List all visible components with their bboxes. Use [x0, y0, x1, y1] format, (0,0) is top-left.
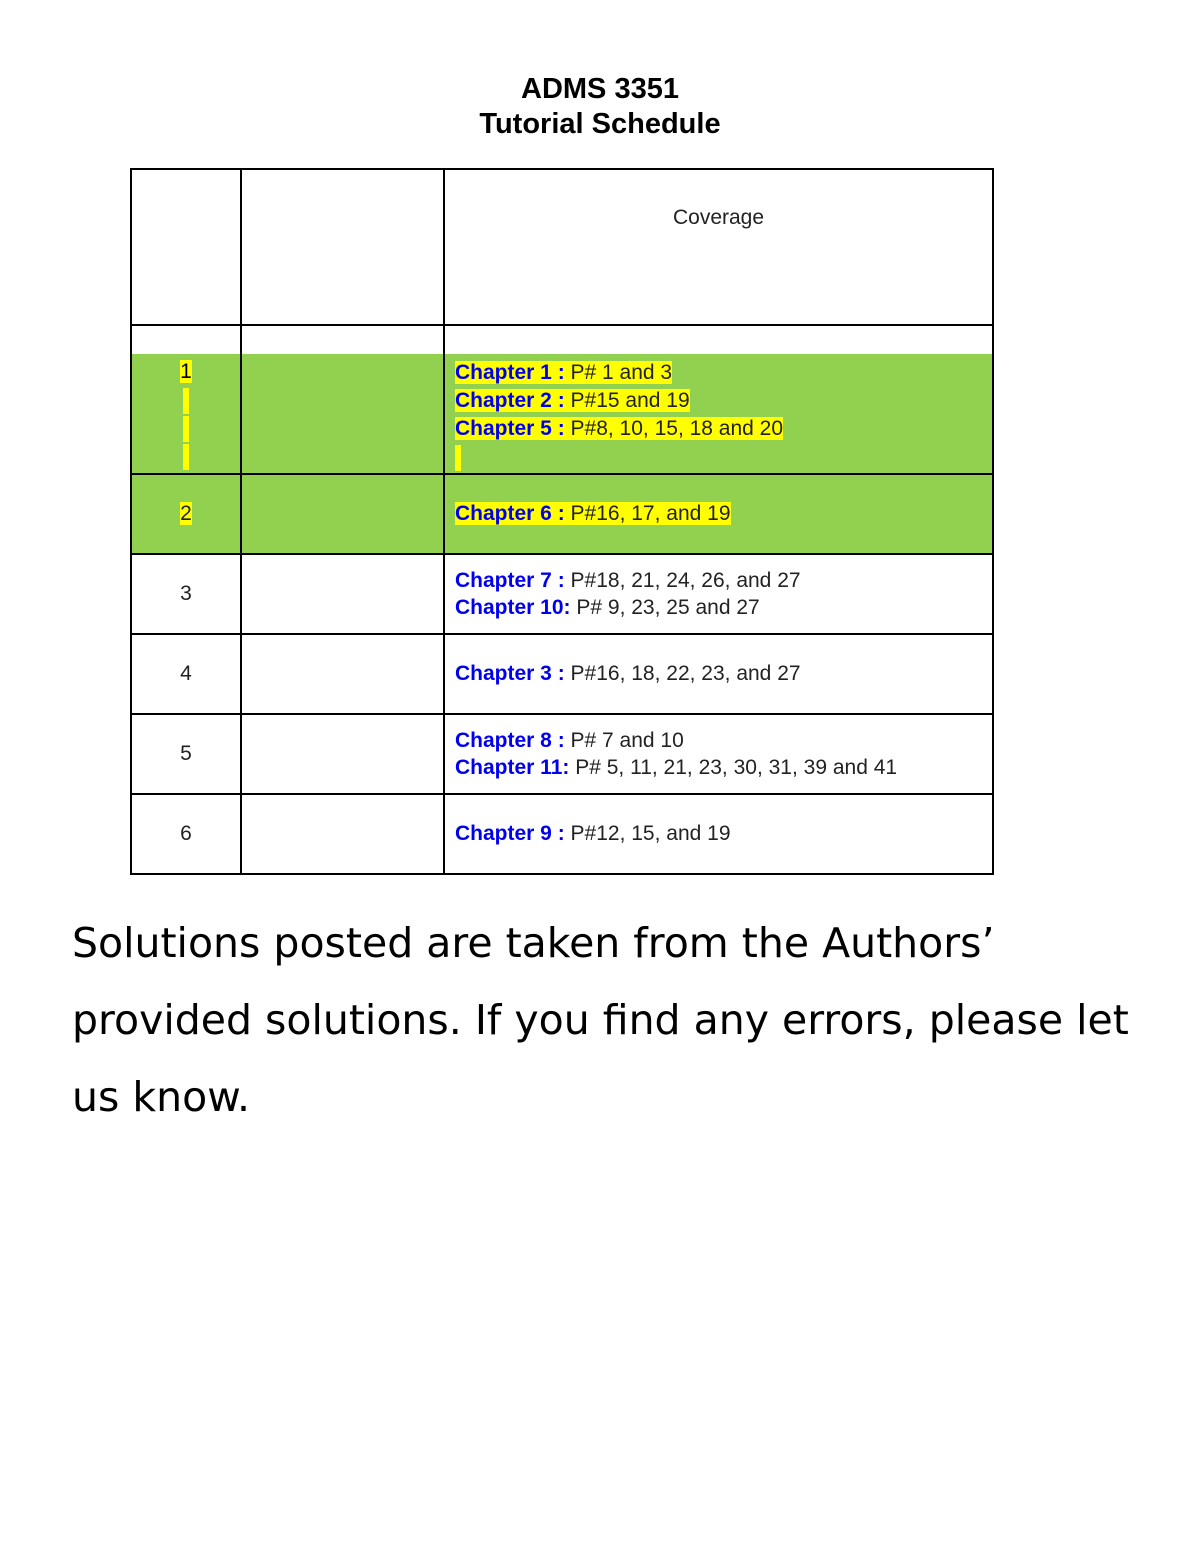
highlight-mark	[183, 444, 189, 470]
table-row	[131, 554, 993, 634]
coverage-item	[455, 387, 992, 415]
problem-list: P#8, 10, 15, 18 and 20	[564, 416, 784, 440]
coverage-item	[455, 727, 992, 754]
highlight-mark	[455, 445, 461, 471]
header-cell-coverage: Coverage	[444, 169, 993, 325]
coverage-cell	[444, 354, 993, 474]
problem-list: P# 9, 23, 25 and 27	[570, 596, 760, 619]
week-number-cell: 3	[131, 554, 241, 634]
solutions-note: Solutions posted are taken from the Authors’ provided solutions. If you find any errors, please let us know.	[72, 919, 1129, 1121]
coverage-item	[455, 500, 992, 528]
problem-list: P#15 and 19	[564, 388, 690, 412]
coverage-item	[455, 359, 992, 387]
week-number-cell: 6	[131, 794, 241, 874]
coverage-cell	[444, 794, 993, 874]
problem-list: P#18, 21, 24, 26, and 27	[564, 569, 801, 592]
problem-list: P#16, 17, and 19	[564, 502, 731, 525]
problem-list: P#12, 15, and 19	[564, 822, 731, 845]
coverage-item	[455, 820, 992, 848]
week-number-cell: 5	[131, 714, 241, 794]
course-code: ADMS 3351	[521, 73, 679, 105]
date-cell	[241, 714, 444, 794]
table-row	[131, 354, 993, 474]
table-row	[131, 714, 993, 794]
coverage-item	[455, 594, 992, 621]
chapter-label: Chapter 3 :	[455, 662, 565, 685]
document-title-block	[0, 72, 1200, 142]
week-number-cell	[131, 474, 241, 554]
coverage-cell	[444, 634, 993, 714]
date-cell	[241, 354, 444, 474]
chapter-label: Chapter 11:	[455, 756, 570, 779]
coverage-item	[455, 754, 992, 781]
chapter-label: Chapter 7 :	[455, 569, 565, 592]
highlight-mark	[183, 388, 189, 414]
week-number: 1	[180, 359, 192, 383]
problem-list: P# 7 and 10	[564, 729, 684, 752]
header-cell-date	[241, 169, 444, 325]
chapter-label: Chapter 5 :	[455, 416, 565, 440]
header-cell-number	[131, 169, 241, 325]
chapter-label: Chapter 6 :	[455, 502, 565, 525]
coverage-item	[455, 660, 992, 688]
coverage-item	[455, 415, 992, 443]
chapter-label: Chapter 2 :	[455, 388, 565, 412]
table-spacer-row	[131, 325, 993, 354]
date-cell	[241, 474, 444, 554]
table-row	[131, 634, 993, 714]
coverage-item	[455, 567, 992, 594]
table-header-row	[131, 169, 993, 325]
coverage-cell	[444, 474, 993, 554]
table-row	[131, 794, 993, 874]
date-cell	[241, 634, 444, 714]
week-number-cell	[131, 354, 241, 474]
chapter-label: Chapter 8 :	[455, 729, 565, 752]
problem-list: P# 1 and 3	[564, 360, 673, 384]
date-cell	[241, 554, 444, 634]
table-row	[131, 474, 993, 554]
tutorial-schedule-table	[130, 168, 994, 875]
date-cell	[241, 794, 444, 874]
page-title: Tutorial Schedule	[479, 108, 721, 140]
problem-list: P#16, 18, 22, 23, and 27	[564, 662, 801, 685]
week-number-cell: 4	[131, 634, 241, 714]
highlight-mark	[183, 416, 189, 442]
chapter-label: Chapter 10:	[455, 596, 571, 619]
chapter-label: Chapter 1 :	[455, 360, 565, 384]
problem-list: P# 5, 11, 21, 23, 30, 31, 39 and 41	[569, 756, 898, 779]
chapter-label: Chapter 9 :	[455, 822, 565, 845]
coverage-cell	[444, 714, 993, 794]
week-number: 2	[180, 502, 192, 525]
coverage-cell	[444, 554, 993, 634]
